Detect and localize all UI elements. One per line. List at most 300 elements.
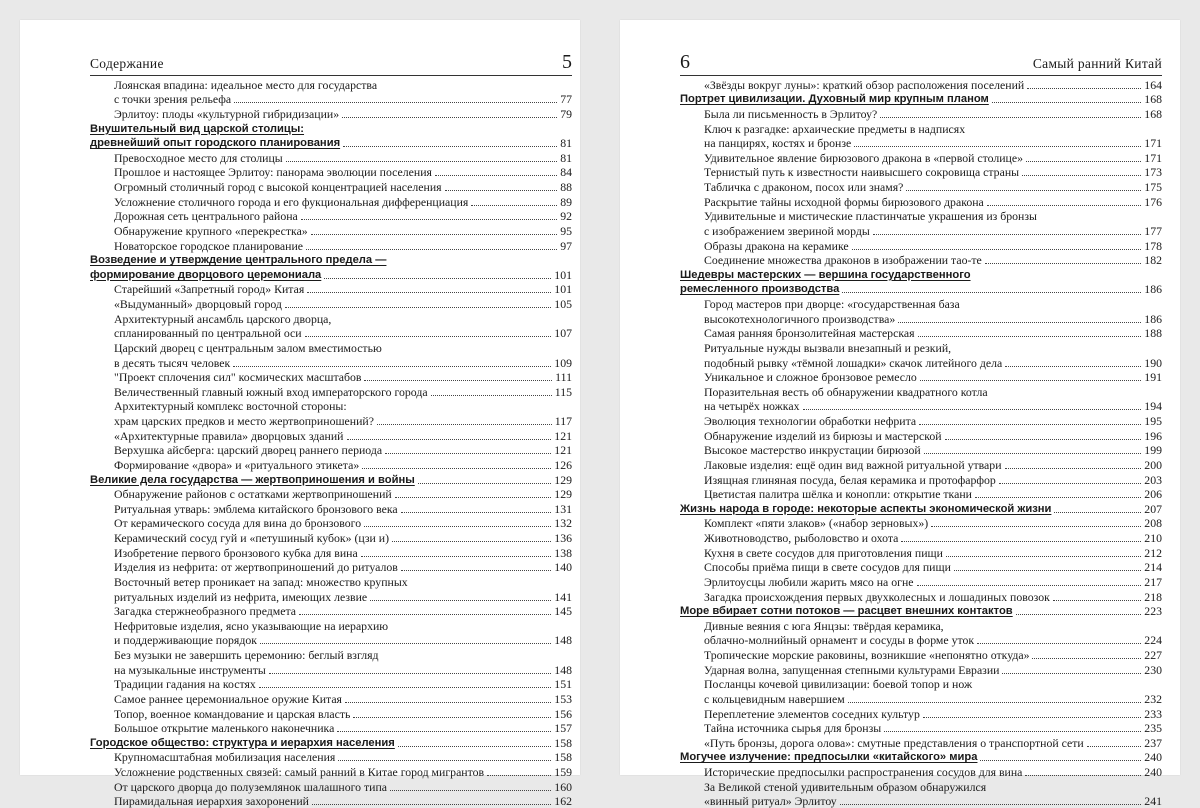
toc-entry-title: Дорожная сеть центрального района [114,209,298,224]
dot-leader [884,731,1141,732]
toc-entry-title: Изделия из нефрита: от жертвоприношений до ритуалов [114,560,398,575]
toc-entry-title: высокотехнологичного производства» [704,311,896,326]
dot-leader [1087,746,1142,747]
dot-leader [985,263,1142,264]
toc-entry-title: Самая ранняя бронзолитейная мастерская [704,326,915,341]
toc-entry-title: Удивительное явление бирюзового дракона в «первой столице» [704,150,1023,165]
toc-entry [90,662,572,677]
toc-entry-title: «Архитектурные правила» дворцовых зданий [114,428,344,443]
toc-entry [680,721,1162,736]
toc-entry-page: 141 [554,589,572,604]
toc-list [680,77,1162,808]
toc-entry-title: Городское общество: структура и иерархия населения [90,736,395,749]
toc-entry-title: Образы дракона на керамике [704,238,849,253]
dot-leader [306,249,557,250]
toc-section-heading [680,604,1162,619]
toc-entry-title: и поддерживающие порядок [114,633,257,648]
dot-leader [1025,775,1141,776]
toc-entry-title: Ударная волна, запущенная степными культурами Евразии [704,662,1000,677]
toc-entry-page: 158 [554,750,572,765]
toc-entry [680,355,1162,370]
toc-entry [90,589,572,604]
toc-entry-title: на музыкальные инструменты [114,662,266,677]
toc-entry [90,487,572,502]
toc-entry [680,633,1162,648]
dot-leader [392,541,551,542]
toc-entry-title: Загадка происхождения первых двухколесных и лошадиных повозок [704,589,1050,604]
dot-leader [880,117,1141,118]
toc-entry-page: 186 [1144,282,1162,297]
toc-entry [680,340,1162,355]
toc-entry-title: Загадка стержнеобразного предмета [114,604,297,619]
toc-entry-page: 121 [554,428,572,443]
toc-entry-page: 240 [1144,765,1162,779]
toc-entry-title: Лаковые изделия: ещё один вид важной ритуальной утвари [704,457,1002,472]
toc-entry-title: Животноводство, рыболовство и охота [704,531,899,545]
toc-entry-title: Тайна источника сырья для бронзы [704,721,882,736]
toc-entry [680,413,1162,428]
toc-entry-page: 126 [554,457,572,472]
toc-entry-title: Исторические предпосылки распространения сосудов для вина [704,765,1023,779]
toc-entry [90,209,572,224]
dot-leader [311,234,557,235]
toc-entry-title: Прошлое и настоящее Эрлитоу: панорама эволюции поселения [114,165,432,180]
toc-entry-page: 148 [554,633,572,648]
toc-entry-title: Лоянская впадина: идеальное место для государства [114,77,378,92]
toc-entry-title: Эволюция технологии обработки нефрита [704,414,917,428]
toc-entry-title: Восточный ветер проникает на запад: множество крупных [114,574,408,589]
toc-entry [680,77,1162,92]
dot-leader [364,380,552,381]
toc-entry-page: 132 [554,516,572,531]
toc-entry-title: Возведение и утверждение центрального предела — [90,254,387,267]
toc-entry-page: 196 [1144,428,1162,443]
toc-entry [90,764,572,779]
toc-entry-page: 81 [560,150,572,165]
toc-entry-page: 92 [560,209,572,224]
dot-leader [931,526,1141,527]
toc-entry-title: Ритуальные нужды вызвали внезапный и резкий, [704,340,952,355]
dot-leader [385,453,551,454]
toc-list [90,77,572,808]
toc-entry [90,647,572,662]
dot-leader [923,717,1141,718]
toc-entry-page: 105 [554,297,572,311]
toc-entry-title: Архитектурный комплекс восточной стороны: [114,399,347,414]
toc-entry [680,662,1162,677]
toc-entry-page: 95 [560,223,572,238]
toc-entry-page: 109 [554,355,572,370]
toc-entry-title: Шедевры мастерских — вершина государственного [680,268,971,281]
toc-entry-page: 160 [554,779,572,794]
toc-entry-title: облачно-молнийный орнамент и сосуды в форме уток [704,633,975,648]
toc-entry-title: Посланцы кочевой цивилизации: боевой топор и нож [704,677,973,692]
dot-leader [873,234,1142,235]
toc-entry [90,355,572,370]
running-head [680,42,1162,76]
toc-entry-title: Эрлитоусцы любили жарить мясо на огне [704,574,914,589]
toc-entry-page: 168 [1144,92,1162,107]
toc-entry [680,647,1162,662]
toc-entry-page: 107 [554,326,572,341]
toc-entry [90,413,572,428]
dot-leader [803,409,1142,410]
toc-entry [680,794,1162,808]
toc-entry-page: 81 [560,136,572,151]
toc-entry-page: 233 [1144,706,1162,721]
toc-entry [680,457,1162,472]
toc-entry-title: Ритуальная утварь: эмблема китайского бронзового века [114,501,398,516]
toc-entry-title: на четырёх ножках [704,399,800,414]
dot-leader [324,278,551,279]
toc-entry-title: От керамического сосуда для вина до бронзового [114,516,362,531]
toc-entry [90,165,572,180]
toc-entry [680,443,1162,458]
toc-entry [680,735,1162,750]
toc-entry-page: 168 [1144,106,1162,121]
toc-entry [680,253,1162,268]
dot-leader [975,497,1141,498]
running-head-title: Содержание [90,56,164,71]
dot-leader [992,102,1142,103]
toc-entry-page: 191 [1144,370,1162,385]
page-number: 6 [680,51,690,73]
dot-leader [401,570,551,571]
toc-entry [680,545,1162,560]
toc-entry-page: 194 [1144,399,1162,414]
toc-entry [680,764,1162,779]
dot-leader [353,717,551,718]
toc-entry [680,209,1162,224]
dot-leader [954,570,1141,571]
page-number: 5 [562,51,572,73]
toc-entry [90,530,572,545]
toc-entry-title: в десять тысяч человек [114,355,231,370]
dot-leader [945,439,1142,440]
toc-entry-page: 177 [1144,223,1162,238]
toc-entry-page: 131 [554,501,572,516]
dot-leader [401,512,552,513]
toc-entry-title: Большое открытие маленького наконечника [114,721,335,736]
toc-entry-page: 171 [1144,136,1162,151]
toc-entry [90,326,572,341]
toc-entry [90,150,572,165]
dot-leader [1002,673,1141,674]
toc-entry-page: 153 [554,691,572,706]
toc-entry [90,296,572,311]
toc-entry-title: с точки зрения рельефа [114,92,232,107]
toc-entry-page: 195 [1144,414,1162,428]
toc-entry-title: Царский дворец с центральным залом вместимостью [114,340,382,355]
toc-entry [90,721,572,736]
toc-entry [90,677,572,692]
toc-entry [90,223,572,238]
toc-entry-title: Соединение множества драконов в изображении тао-те [704,253,982,268]
toc-entry [680,589,1162,604]
toc-entry-title: древнейший опыт городского планирования [90,137,341,150]
toc-entry-title: "Проект сплочения сил" космических масштабов [114,370,362,385]
toc-entry [90,282,572,297]
dot-leader [361,556,552,557]
dot-leader [337,731,551,732]
toc-entry-title: Крупномасштабная мобилизация населения [114,750,336,765]
toc-entry-page: 173 [1144,165,1162,180]
toc-entry-page: 89 [560,194,572,209]
dot-leader [487,775,551,776]
dot-leader [842,292,1141,293]
toc-entry-title: Огромный столичный город с высокой концентрацией населения [114,180,442,194]
toc-entry-page: 136 [554,531,572,545]
running-head [90,42,572,76]
toc-entry-page: 199 [1144,443,1162,458]
toc-entry-page: 200 [1144,457,1162,472]
toc-entry [680,560,1162,575]
toc-entry [90,501,572,516]
toc-entry-title: Дивные веяния с юга Янцзы: твёрдая керамика, [704,618,944,633]
toc-entry [680,165,1162,180]
toc-entry-page: 235 [1144,721,1162,736]
toc-entry-page: 210 [1144,531,1162,545]
toc-entry-title: Ключ к разгадке: архаические предметы в надписях [704,121,966,136]
toc-entry [680,691,1162,706]
right-page [620,20,1180,808]
toc-section-heading [680,92,1162,107]
toc-entry [90,574,572,589]
toc-entry-page: 145 [554,604,572,619]
toc-entry-title: Высокое мастерство инкрустации бирюзой [704,443,921,458]
toc-entry [90,794,572,808]
toc-entry-page: 176 [1144,194,1162,209]
toc-entry-page: 129 [554,487,572,502]
dot-leader [980,760,1141,761]
dot-leader [362,468,551,469]
toc-entry-page: 140 [554,560,572,575]
dot-leader [370,600,551,601]
dot-leader [364,526,551,527]
toc-entry-title: Переплетение элементов соседних культур [704,706,920,721]
toc-entry-title: Уникальное и сложное бронзовое ремесло [704,370,917,385]
dot-leader [918,336,1142,337]
toc-entry [680,136,1162,151]
toc-section-heading [680,501,1162,516]
dot-leader [1005,366,1141,367]
toc-entry-title: Могучее излучение: предпосылки «китайского» мира [680,751,978,764]
toc-entry-title: Город мастеров при дворце: «государственная база [704,297,960,311]
toc-section-heading [90,136,572,151]
toc-entry [90,92,572,107]
dot-leader [312,804,551,805]
toc-entry [90,428,572,443]
toc-entry [90,238,572,253]
toc-entry-title: Величественный главный южный вход императорского города [114,384,428,399]
dot-leader [301,219,557,220]
toc-entry-title: Поразительная весть об обнаружении квадратного котла [704,384,988,399]
dot-leader [1022,175,1141,176]
toc-entry-page: 241 [1144,794,1162,808]
toc-entry [680,150,1162,165]
toc-entry-title: Топор, военное командование и царская власть [114,706,351,721]
dot-leader [390,790,551,791]
toc-entry [680,487,1162,502]
toc-entry [680,370,1162,385]
toc-entry-title: Изобретение первого бронзового кубка для вина [114,545,358,560]
dot-leader [299,614,551,615]
toc-entry-title: За Великой стеной удивительным образом обнаружился [704,779,987,794]
dot-leader [418,483,552,484]
toc-entry-page: 156 [554,706,572,721]
toc-entry [90,106,572,121]
toc-entry-title: Формирование «двора» и «ритуального этикета» [114,457,360,472]
dot-leader [919,424,1141,425]
dot-leader [848,702,1142,703]
toc-entry-page: 111 [555,370,572,385]
toc-entry-page: 218 [1144,589,1162,604]
toc-entry [680,311,1162,326]
toc-entry-title: Тернистый путь к известности наивысшего сокровища страны [704,165,1020,180]
toc-entry-title: Жизнь народа в городе: некоторые аспекты экономической жизни [680,502,1052,515]
dot-leader [1054,512,1141,513]
toc-entry-title: Кухня в свете сосудов для приготовления пищи [704,545,943,560]
dot-leader [398,746,551,747]
toc-entry-page: 171 [1144,150,1162,165]
toc-section-heading [90,121,572,136]
dot-leader [435,175,557,176]
toc-entry-title: Без музыки не завершить церемонию: беглый взгляд [114,648,379,662]
toc-entry [680,238,1162,253]
dot-leader [987,205,1142,206]
toc-entry-title: Раскрытие тайны исходной формы бирюзового дракона [704,194,984,209]
toc-entry [90,194,572,209]
toc-entry-page: 97 [560,238,572,253]
toc-entry-page: 84 [560,165,572,180]
toc-entry-title: Табличка с драконом, посох или знамя? [704,180,904,194]
toc-entry-title: Обнаружение изделий из бирюзы и мастерской [704,428,942,443]
toc-entry-title: подобный рывку «тёмной лошадки» скачок литейного дела [704,355,1003,370]
toc-entry-title: Пирамидальная иерархия захоронений [114,794,309,808]
dot-leader [1026,161,1141,162]
toc-entry [90,77,572,92]
toc-entry-title: Керамический сосуд гуй и «петушиный кубок» (цзи и) [114,531,390,545]
toc-entry-title: ремесленного производства [680,283,840,296]
toc-entry-title: ритуальных изделий из нефрита, имеющих лезвие [114,589,368,604]
toc-entry-title: «Звёзды вокруг луны»: краткий обзор расположения поселений [704,77,1025,92]
toc-entry-title: От царского дворца до полуземлянок шалашного типа [114,779,388,794]
dot-leader [471,205,557,206]
dot-leader [445,190,558,191]
dot-leader [901,541,1141,542]
toc-entry [90,179,572,194]
toc-entry [680,428,1162,443]
toc-entry [680,779,1162,794]
toc-entry-title: «Путь бронзы, дорога олова»: смутные представления о транспортной сети [704,735,1084,750]
toc-entry-title: Эрлитоу: плоды «культурной гибридизации» [114,106,340,121]
dot-leader [1027,88,1141,89]
toc-section-heading [90,267,572,282]
dot-leader [924,453,1142,454]
toc-entry-page: 190 [1144,355,1162,370]
toc-section-heading [90,472,572,487]
toc-entry-page: 208 [1144,516,1162,531]
toc-entry-page: 162 [554,794,572,808]
toc-entry-page: 101 [554,282,572,297]
dot-leader [377,424,552,425]
toc-entry [680,472,1162,487]
dot-leader [999,483,1141,484]
toc-entry-title: Была ли письменность в Эрлитоу? [704,106,878,121]
toc-entry [680,530,1162,545]
toc-entry-page: 101 [554,267,572,282]
toc-section-heading [680,282,1162,297]
toc-entry-page: 117 [554,414,572,428]
dot-leader [1053,600,1141,601]
toc-entry-page: 157 [554,721,572,736]
toc-entry [680,223,1162,238]
toc-entry-title: Тропические морские раковины, возникшие «непонятно откуда» [704,648,1030,662]
toc-entry-page: 164 [1144,77,1162,92]
toc-entry-page: 175 [1144,180,1162,194]
dot-leader [977,643,1141,644]
dot-leader [307,292,551,293]
toc-entry-title: формирование дворцового церемониала [90,268,322,281]
toc-entry [680,574,1162,589]
toc-entry-page: 227 [1144,648,1162,662]
toc-entry [90,516,572,531]
toc-entry [680,706,1162,721]
dot-leader [1005,468,1142,469]
toc-entry-title: Самое раннее церемониальное оружие Китая [114,691,342,706]
toc-entry [90,340,572,355]
dot-leader [347,439,552,440]
toc-entry-title: на панцирях, костях и бронзе [704,136,852,151]
dot-leader [342,117,557,118]
toc-entry [90,633,572,648]
toc-entry [90,384,572,399]
toc-entry [680,106,1162,121]
dot-leader [286,161,557,162]
toc-entry [680,121,1162,136]
toc-entry-title: Обнаружение районов с остатками жертвоприношений [114,487,392,502]
toc-section-heading [680,267,1162,282]
dot-leader [343,146,557,147]
toc-entry-title: Превосходное место для столицы [114,150,283,165]
dot-leader [395,497,552,498]
toc-entry-page: 77 [560,92,572,107]
toc-entry-page: 158 [554,735,572,750]
toc-entry [90,604,572,619]
toc-entry [90,618,572,633]
dot-leader [233,366,551,367]
toc-entry-page: 217 [1144,574,1162,589]
toc-entry-page: 88 [560,180,572,194]
toc-entry-page: 212 [1144,545,1162,560]
toc-entry-page: 178 [1144,238,1162,253]
toc-entry-title: храм царских предков и место жертвоприношений? [114,414,374,428]
toc-entry-page: 207 [1144,501,1162,516]
toc-entry [90,545,572,560]
toc-entry-title: Традиции гадания на костях [114,677,256,692]
toc-entry-title: «винный ритуал» Эрлитоу [704,794,837,808]
toc-entry [90,370,572,385]
toc-entry [90,443,572,458]
dot-leader [898,322,1141,323]
dot-leader [345,702,551,703]
toc-entry-title: Внушительный вид царской столицы: [90,122,305,135]
toc-entry-title: Новаторское городское планирование [114,238,304,253]
dot-leader [920,380,1142,381]
toc-entry [680,296,1162,311]
toc-entry-title: Изящная глиняная посуда, белая керамика и протофарфор [704,472,996,487]
toc-entry-title: Старейший «Запретный город» Китая [114,282,305,297]
